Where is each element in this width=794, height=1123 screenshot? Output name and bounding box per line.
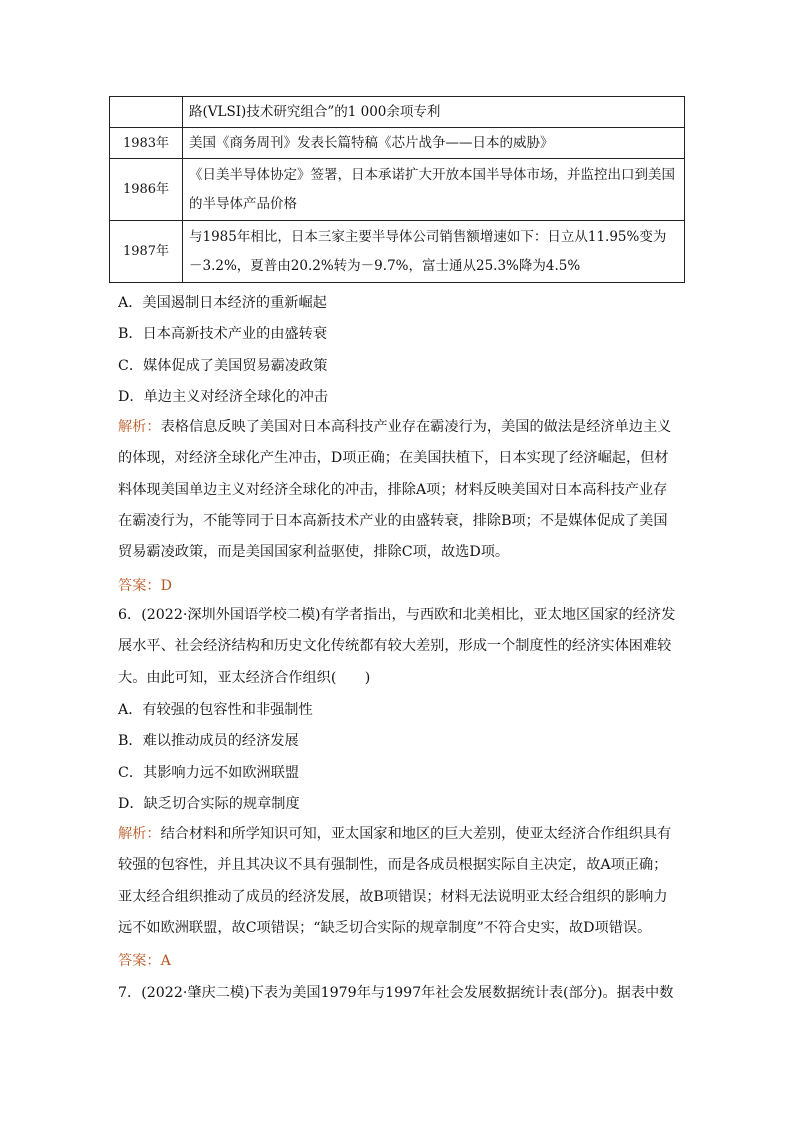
option-d: D．缺乏切合实际的规章制度 [118,796,300,812]
analysis-label: 解析： [118,419,161,435]
q6-analysis [118,819,678,944]
year-cell: 1986年 [110,159,183,221]
year-cell [110,97,183,128]
analysis-label: 解析： [118,826,161,842]
q5-analysis [118,412,678,568]
q6-stem: 6．(2022·深圳外国语学校二模)有学者指出，与西欧和北美相比，亚太地区国家的经济发展水平、社会经济结构和历史文化传统都有较大差别，形成一个制度性的经济实体困难较大。由此可知，亚太经济合作组织( ) [118,607,676,686]
year-cell: 1983年 [110,128,183,159]
option-b: B．难以推动成员的经济发展 [118,733,299,749]
event-table [109,96,685,283]
analysis-text: 结合材料和所学知识可知，亚太国家和地区的巨大差别，使亚太经济合作组织具有较强的包容性，并且其决议不具有强制性，而是各成员根据实际自主决定，故A项正确；亚太经合组织推动了成员的经济发展，故B项错误；材料无法说明亚太经合组织的影响力远不如欧洲联盟，故C项错误；“缺乏切合实际的规章制度”不符合史实，故D项错误。 [118,826,672,936]
q7-stem: 7．(2022·肇庆二模)下表为美国1979年与1997年社会发展数据统计表(部分)。据表中数 [118,985,674,1001]
event-cell: 路(VLSI)技术研究组合”的1 000余项专利 [183,97,685,128]
event-cell: 《日美半导体协定》签署，日本承诺扩大开放本国半导体市场，并监控出口到美国的半导体产品价格 [183,159,685,221]
table-row [110,159,685,221]
year-cell: 1987年 [110,221,183,283]
option-c: C．媒体促成了美国贸易霸凌政策 [118,358,328,374]
option-c: C．其影响力远不如欧洲联盟 [118,765,300,781]
table-row [110,97,685,128]
option-a: A．美国遏制日本经济的重新崛起 [118,295,327,311]
event-cell: 美国《商务周刊》发表长篇特稿《芯片战争——日本的威胁》 [183,128,685,159]
table-row [110,128,685,159]
event-cell: 与1985年相比，日本三家主要半导体公司销售额增速如下：日立从11.95%变为－3.2%，夏普由20.2%转为－9.7%，富士通从25.3%降为4.5% [183,221,685,283]
q5-answer: 答案：D [118,578,172,594]
q6-answer: 答案：A [118,953,171,969]
analysis-text: 表格信息反映了美国对日本高科技产业存在霸凌行为，美国的做法是经济单边主义的体现，对经济全球化产生冲击，D项正确；在美国扶植下，日本实现了经济崛起，但材料体现美国单边主义对经济全球化的冲击，排除A项；材料反映美国对日本高科技产业存在霸凌行为，不能等同于日本高新技术产业的由盛转衰，排除B项；不是媒体促成了美国贸易霸凌政策，而是美国国家利益驱使，排除C项，故选D项。 [118,419,672,561]
option-d: D．单边主义对经济全球化的冲击 [118,389,329,405]
table-row [110,221,685,283]
option-b: B．日本高新技术产业的由盛转衰 [118,326,328,342]
option-a: A．有较强的包容性和非强制性 [118,702,313,718]
